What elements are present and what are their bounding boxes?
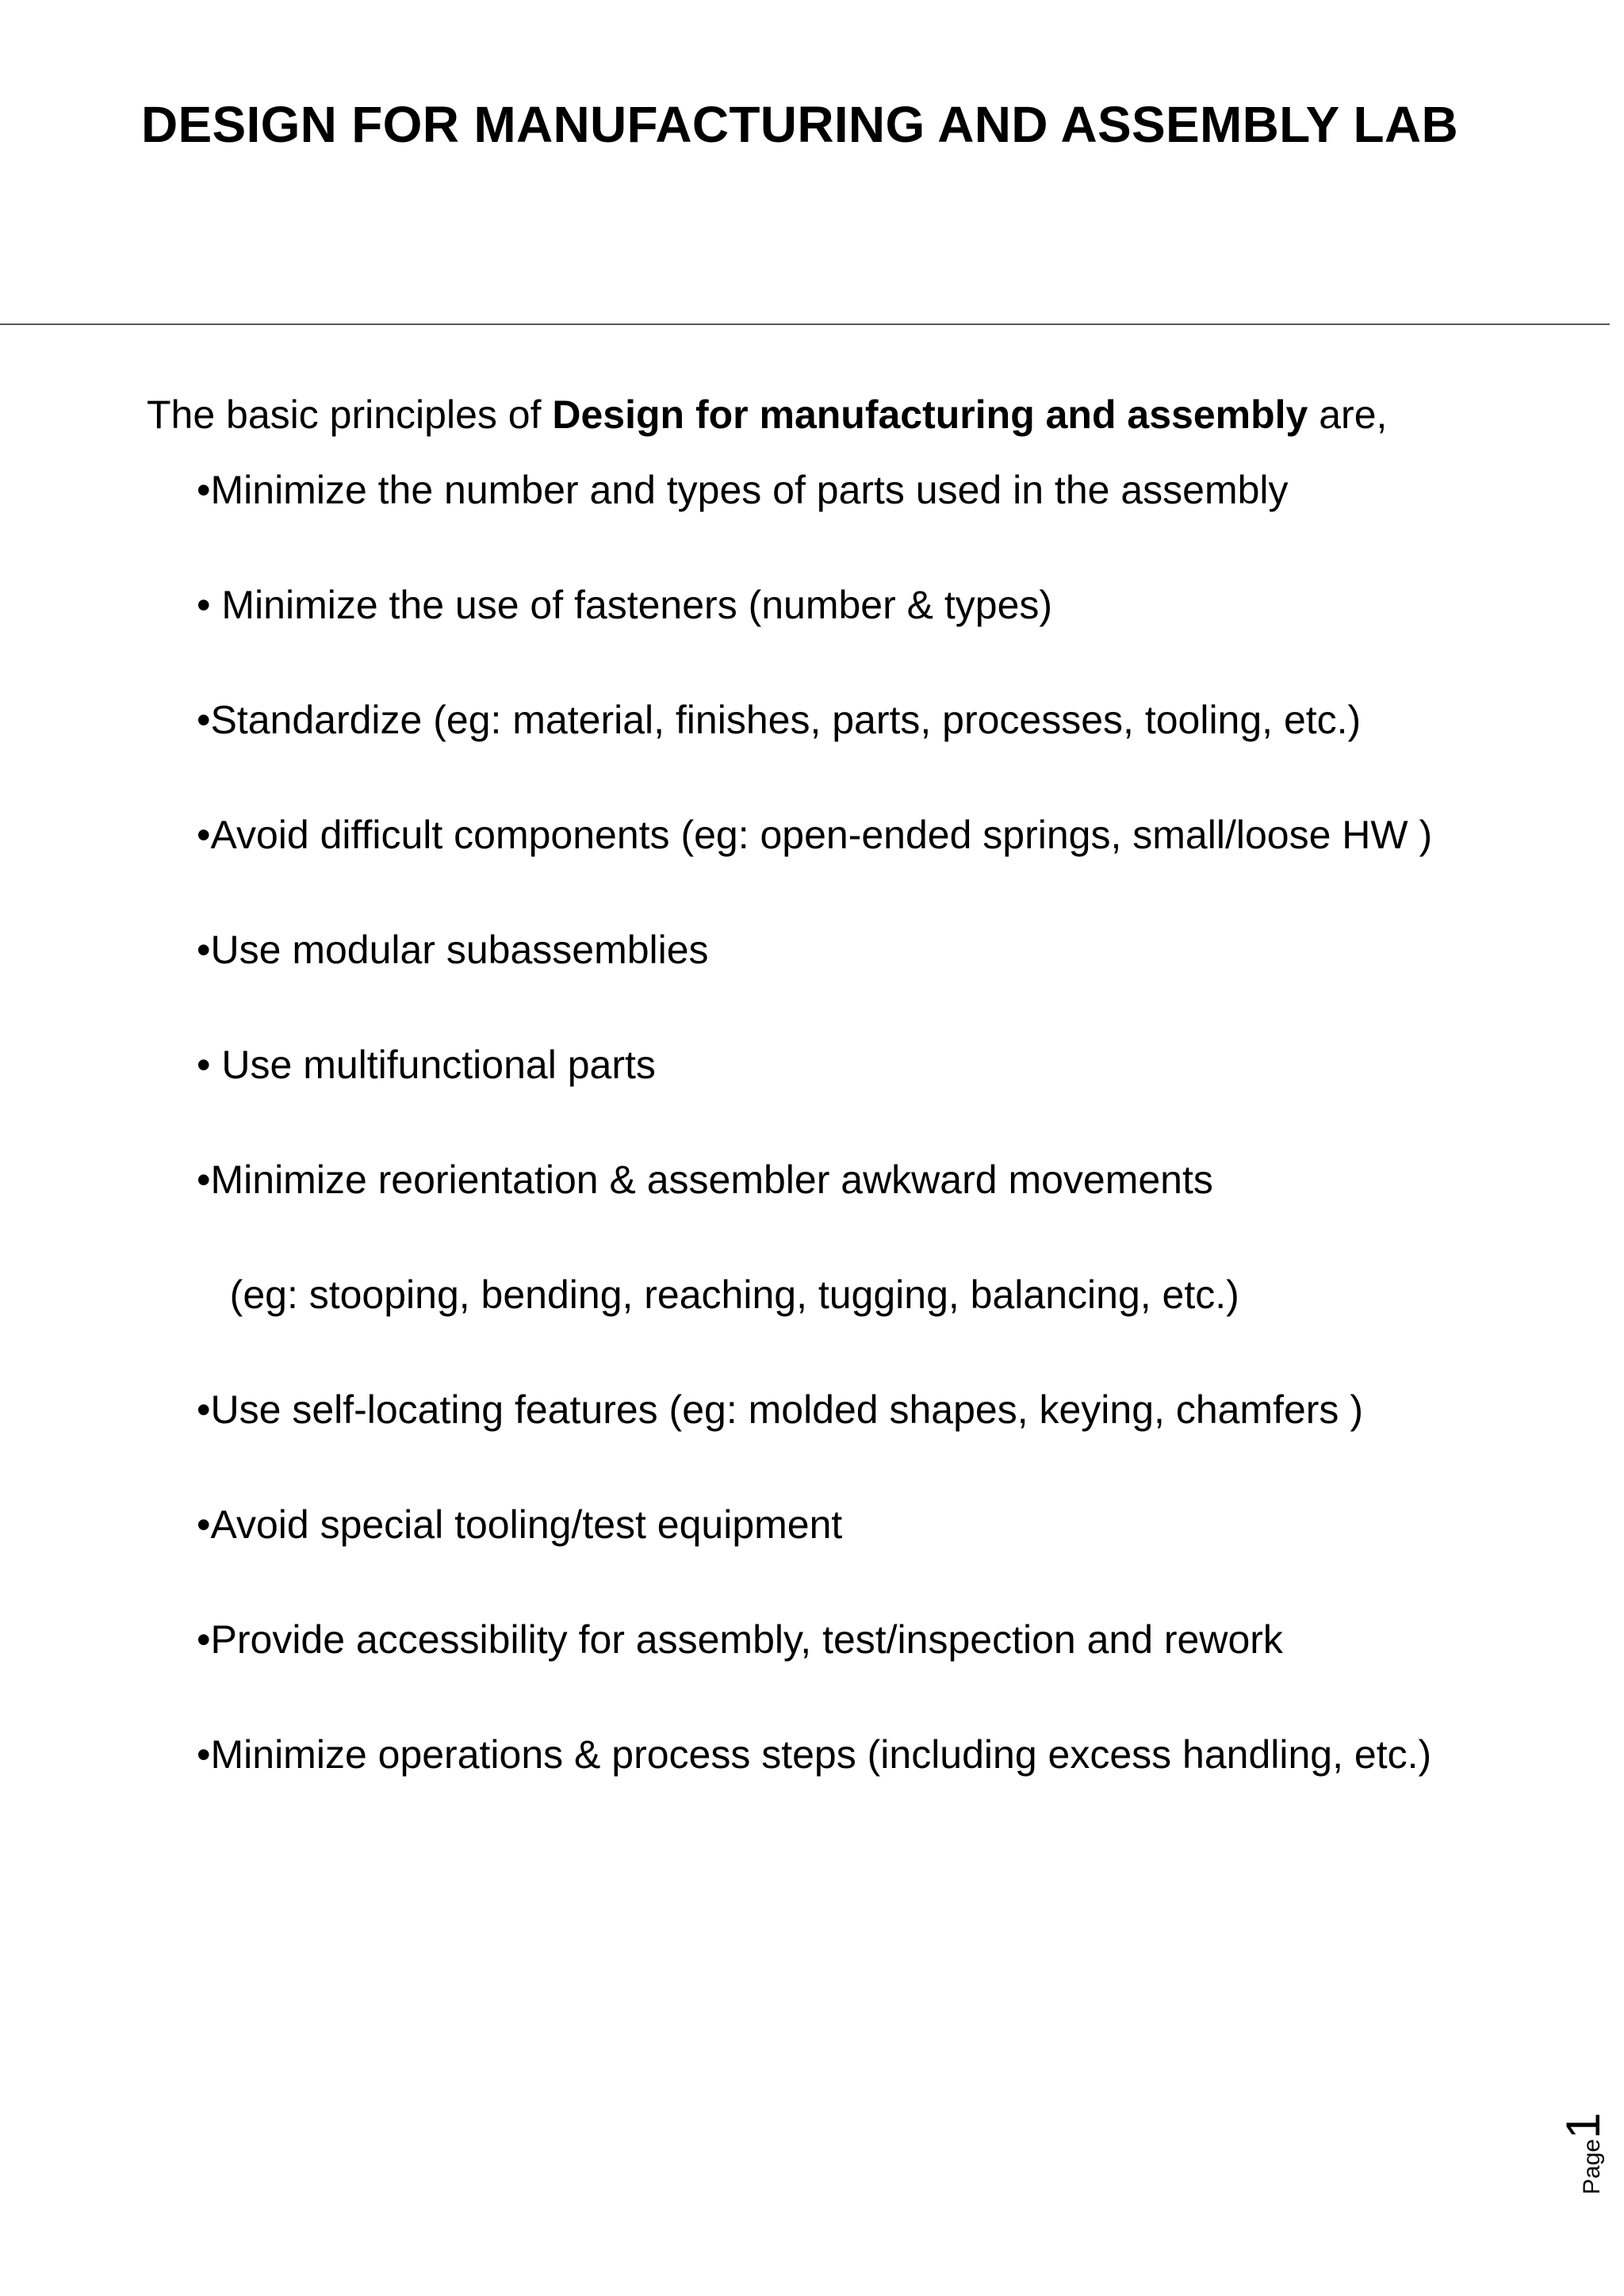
page-label: Page xyxy=(1579,2138,1605,2195)
principle-item: •Minimize operations & process steps (including excess handling, etc.) xyxy=(197,1732,1432,1777)
principle-item: •Avoid special tooling/test equipment xyxy=(197,1502,843,1547)
intro-bold-phrase: Design for manufacturing and assembly xyxy=(552,392,1308,437)
principle-item: •Standardize (eg: material, finishes, parts, processes, tooling, etc.) xyxy=(197,698,1362,742)
principle-item: •Minimize the number and types of parts used in the assembly xyxy=(197,468,1289,512)
principle-item: •Minimize reorientation & assembler awkward movements xyxy=(197,1158,1213,1202)
principle-item: • Use multifunctional parts xyxy=(197,1043,656,1087)
intro-paragraph xyxy=(147,392,1387,438)
page-number-footer xyxy=(1556,2093,1610,2196)
principles-list xyxy=(197,466,1432,1846)
intro-suffix: are, xyxy=(1308,392,1388,437)
page-number: 1 xyxy=(1557,2112,1610,2139)
principle-item-continuation: (eg: stooping, bending, reaching, tugging, balancing, etc.) xyxy=(197,1272,1239,1317)
principle-item: •Use self-locating features (eg: molded shapes, keying, chamfers ) xyxy=(197,1387,1363,1432)
principle-item: •Provide accessibility for assembly, test/inspection and rework xyxy=(197,1617,1283,1662)
document-title: DESIGN FOR MANUFACTURING AND ASSEMBLY LAB xyxy=(141,96,1458,153)
principle-item: • Minimize the use of fasteners (number & types) xyxy=(197,583,1053,627)
principle-item: •Use modular subassemblies xyxy=(197,928,709,972)
principle-item: •Avoid difficult components (eg: open-ended springs, small/loose HW ) xyxy=(197,813,1433,857)
header-divider xyxy=(0,323,1610,325)
intro-prefix: The basic principles of xyxy=(147,392,553,437)
